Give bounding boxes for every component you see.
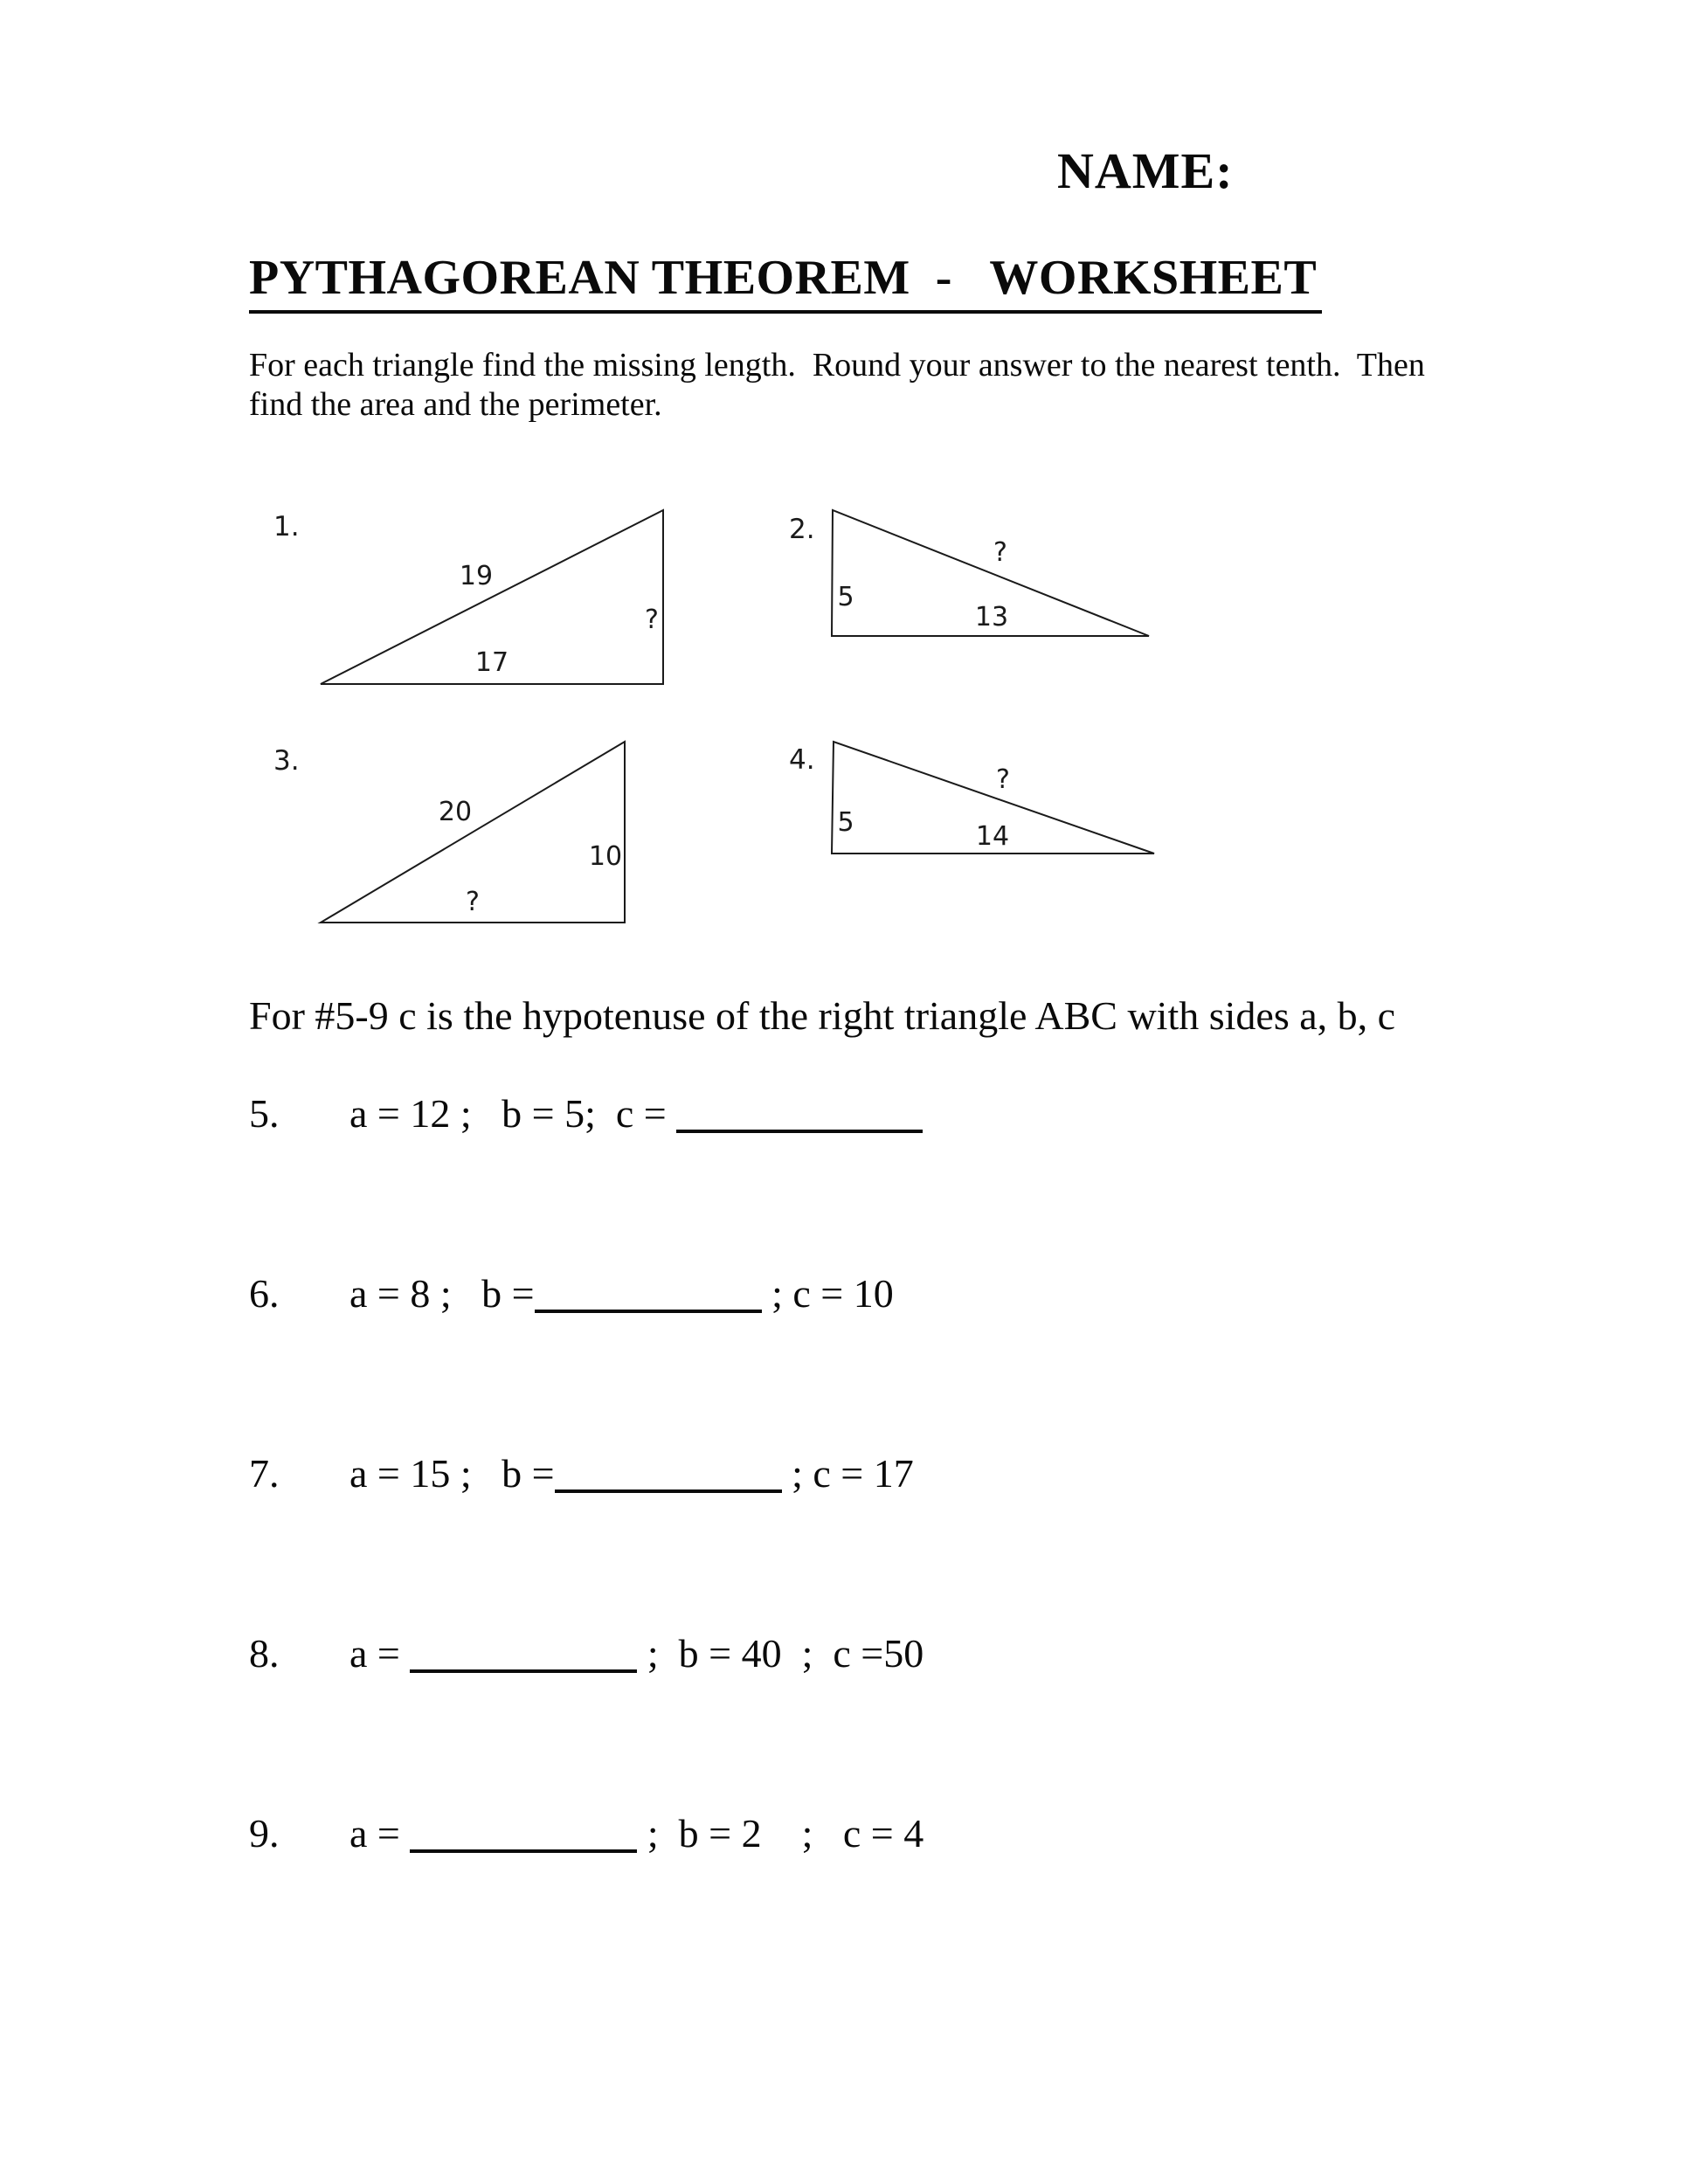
- triangle-3-figure: [321, 742, 625, 923]
- instructions: [249, 346, 1516, 425]
- problem-5-number: 5.: [249, 1091, 280, 1136]
- page-title: PYTHAGOREAN THEOREM - WORKSHEET: [249, 250, 1322, 314]
- problem-8-answer-blank: [410, 1664, 637, 1673]
- triangle-2-vertical-side-label: 5: [837, 582, 854, 612]
- triangle-3-hypotenuse-label: 20: [438, 797, 473, 827]
- triangle-1-figure: [321, 510, 663, 684]
- problem-6-answer-blank: [535, 1304, 762, 1313]
- triangle-2-hypotenuse-label: ?: [993, 537, 1007, 568]
- triangle-1-base-label: 17: [474, 647, 509, 678]
- triangle-3-missing-base-label: ?: [466, 887, 480, 917]
- problem-8-text-after: ; b = 40 ; c =50: [637, 1631, 924, 1676]
- problem-9-text-before: a =: [349, 1811, 411, 1856]
- section-header: For #5-9 c is the hypotenuse of the right triangle ABC with sides a, b, c: [249, 993, 1396, 1038]
- triangle-3-vertical-side-label: 10: [588, 841, 623, 872]
- triangle-4-hypotenuse-label: ?: [996, 764, 1010, 795]
- triangle-1-number: 1.: [273, 511, 300, 543]
- triangle-4-vertical-side-label: 5: [837, 807, 854, 838]
- problem-7: [249, 1450, 914, 1497]
- problem-5-answer-blank: [676, 1124, 923, 1133]
- triangle-2-number: 2.: [789, 514, 815, 545]
- instructions-line-1: For each triangle find the missing length. Round your answer to the nearest tenth. Then: [249, 347, 1425, 384]
- problem-8-text-before: a =: [349, 1631, 411, 1676]
- problem-6-text-after: ; c = 10: [761, 1271, 894, 1316]
- problem-9-text-after: ; b = 2 ; c = 4: [637, 1811, 924, 1856]
- problem-7-number: 7.: [249, 1451, 280, 1496]
- problem-7-text-before: a = 15 ; b =: [349, 1451, 555, 1496]
- triangle-2-figure: [832, 510, 1149, 636]
- triangle-4-figure: [832, 742, 1154, 854]
- problem-8-number: 8.: [249, 1631, 280, 1676]
- instructions-line-2: find the area and the perimeter.: [249, 386, 662, 423]
- problem-6: [249, 1270, 894, 1317]
- triangle-4-base-label: 14: [975, 821, 1010, 852]
- name-label: NAME:: [1057, 142, 1234, 199]
- triangle-1-missing-side-label: ?: [645, 605, 659, 635]
- problem-9-number: 9.: [249, 1811, 280, 1856]
- problem-7-text-after: ; c = 17: [781, 1451, 914, 1496]
- triangle-1-hypotenuse-label: 19: [459, 561, 494, 591]
- problem-8: [249, 1630, 924, 1677]
- triangle-3-number: 3.: [273, 745, 300, 777]
- problem-5-text-before: a = 12 ; b = 5; c =: [349, 1091, 677, 1136]
- problem-9-answer-blank: [410, 1844, 637, 1853]
- problem-9: [249, 1810, 924, 1857]
- triangle-4-number: 4.: [789, 744, 815, 776]
- problem-6-text-before: a = 8 ; b =: [349, 1271, 535, 1316]
- problem-5: [249, 1090, 923, 1137]
- triangle-2-base-label: 13: [974, 602, 1009, 632]
- problem-7-answer-blank: [555, 1484, 782, 1493]
- problem-6-number: 6.: [249, 1271, 280, 1316]
